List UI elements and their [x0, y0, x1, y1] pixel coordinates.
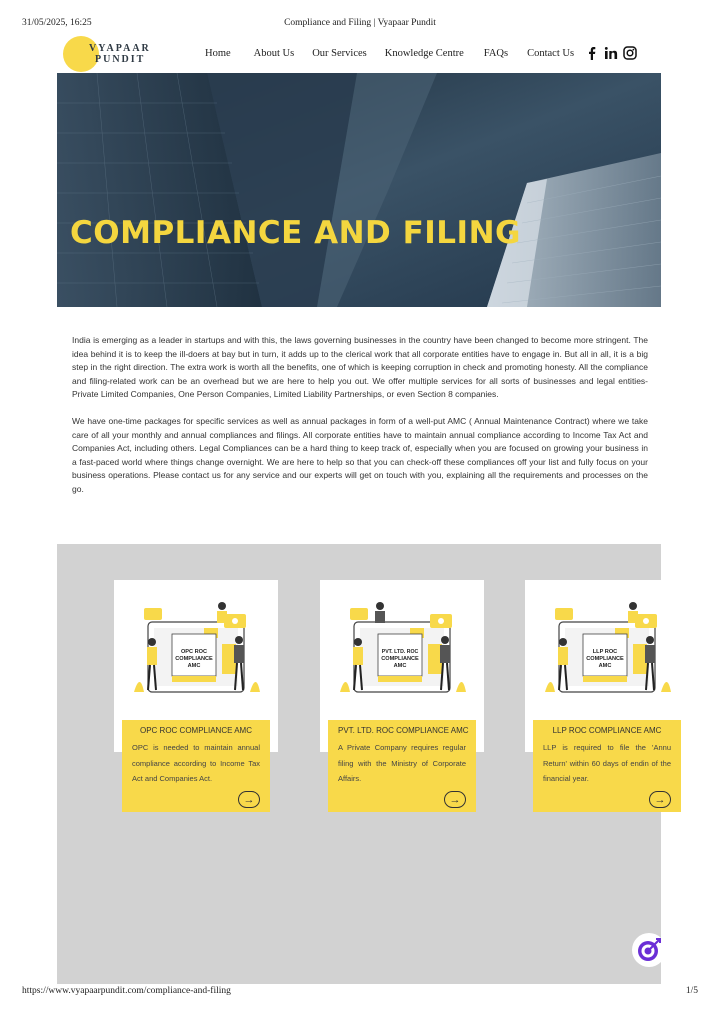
card-arrow-button[interactable] [649, 791, 671, 808]
target-icon [635, 936, 663, 964]
card-body [122, 720, 270, 812]
nav-home[interactable]: Home [205, 48, 231, 59]
site-header [57, 33, 661, 73]
linkedin-icon[interactable] [604, 46, 618, 60]
card-arrow-button[interactable] [238, 791, 260, 808]
services-cards-section [57, 544, 671, 984]
arrow-right-icon: → [654, 793, 666, 806]
print-header [22, 18, 698, 32]
service-card-pvt-ltd[interactable] [320, 580, 484, 806]
nav-knowledge-centre[interactable]: Knowledge Centre [384, 48, 464, 59]
print-title: Compliance and Filing | Vyapaar Pundit [284, 18, 436, 28]
card-image-label-3: AMC [393, 663, 407, 669]
card-image-label-3: AMC [187, 663, 201, 669]
service-card-llp[interactable] [525, 580, 689, 806]
print-footer [22, 986, 698, 1000]
instagram-icon[interactable] [623, 46, 637, 60]
nav-faqs[interactable]: FAQs [483, 48, 509, 59]
arrow-right-icon: → [449, 793, 461, 806]
intro-paragraph-2: We have one-time packages for specific services as well as annual packages in form of a well-put AMC ( Annual Maintenance Contract) where we take care of all your monthly and annual compliances and filings. All corporate entities have to maintain annual compliance according to Income Tax Act and Companies Act, including others. Legal Compliances can be a hard thing to keep track of, especially when you are focused on growing your business in a fast-paced world where things change overnight. We are here to help so that you can check-off these compliances off your list and fully focus on your business operations. Please contact us for any service and our experts will get on touch with you, explaining all the requirements and processes on the go. [72, 415, 648, 494]
nav-about-us[interactable]: About Us [253, 48, 295, 59]
hero-banner [57, 73, 661, 307]
arrow-right-icon: → [243, 793, 255, 806]
logo[interactable] [63, 36, 153, 72]
card-image-label-1: PVT. LTD. ROC [381, 649, 419, 655]
page-title: COMPLIANCE AND FILING [70, 215, 521, 251]
nav-contact-us[interactable]: Contact Us [527, 48, 575, 59]
logo-line-1: VYAPAAR [89, 43, 151, 54]
card-title[interactable]: LLP ROC COMPLIANCE AMC [552, 726, 662, 735]
card-body [533, 720, 681, 812]
print-page-number: 1/5 [685, 986, 698, 996]
intro-content [72, 334, 648, 510]
card-description: A Private Company requires regular filing with the Ministry of Corporate Affairs. [338, 743, 466, 783]
card-body [328, 720, 476, 812]
card-image-label-1: LLP ROC [592, 649, 618, 655]
card-title[interactable]: OPC ROC COMPLIANCE AMC [139, 726, 252, 735]
card-title[interactable]: PVT. LTD. ROC COMPLIANCE AMC [338, 726, 469, 735]
logo-text [89, 43, 151, 65]
facebook-icon[interactable] [585, 46, 599, 60]
print-url: https://www.vyapaarpundit.com/compliance-and-filing [22, 986, 231, 996]
card-image-label-2: COMPLIANCE [586, 656, 624, 662]
card-arrow-button[interactable] [444, 791, 466, 808]
service-card-opc[interactable] [114, 580, 278, 806]
main-nav [205, 48, 574, 59]
chat-widget-button[interactable] [632, 933, 666, 967]
card-description: OPC is needed to maintain annual compliance according to Income Tax Act and Companies Act. [132, 743, 260, 783]
card-image-label-1: OPC ROC [180, 649, 208, 655]
social-links [585, 46, 637, 60]
card-image-label-3: AMC [598, 663, 612, 669]
nav-our-services[interactable]: Our Services [312, 48, 367, 59]
print-date: 31/05/2025, 16:25 [22, 18, 92, 28]
card-description: LLP is required to file the 'Annu Return' within 60 days of endin of the financial year. [543, 743, 671, 783]
hero-buildings-illustration [57, 73, 661, 307]
logo-line-2: PUNDIT [95, 54, 146, 65]
intro-paragraph-1: India is emerging as a leader in startups and with this, the laws governing businesses in the country have been changed to become more stringent. The idea behind it is to keep the ill-doers at bay but in turn, it adds up to the clerical work that all corporate entities have to engage in. But all in all, it is a big step in the right direction. The extra work is worth all the benefits, one of which is keeping corruption in check and promoting honesty. All the compliance and filing-related work can be an overhead but we are here to help you out. We offer multiple services for all sorts of businesses and legal entities- Private Limited Companies, One Person Companies, Limited Liability Partnerships, or even Section 8 companies. [72, 335, 648, 400]
card-image-label-2: COMPLIANCE [381, 656, 419, 662]
card-image-label-2: COMPLIANCE [175, 656, 213, 662]
